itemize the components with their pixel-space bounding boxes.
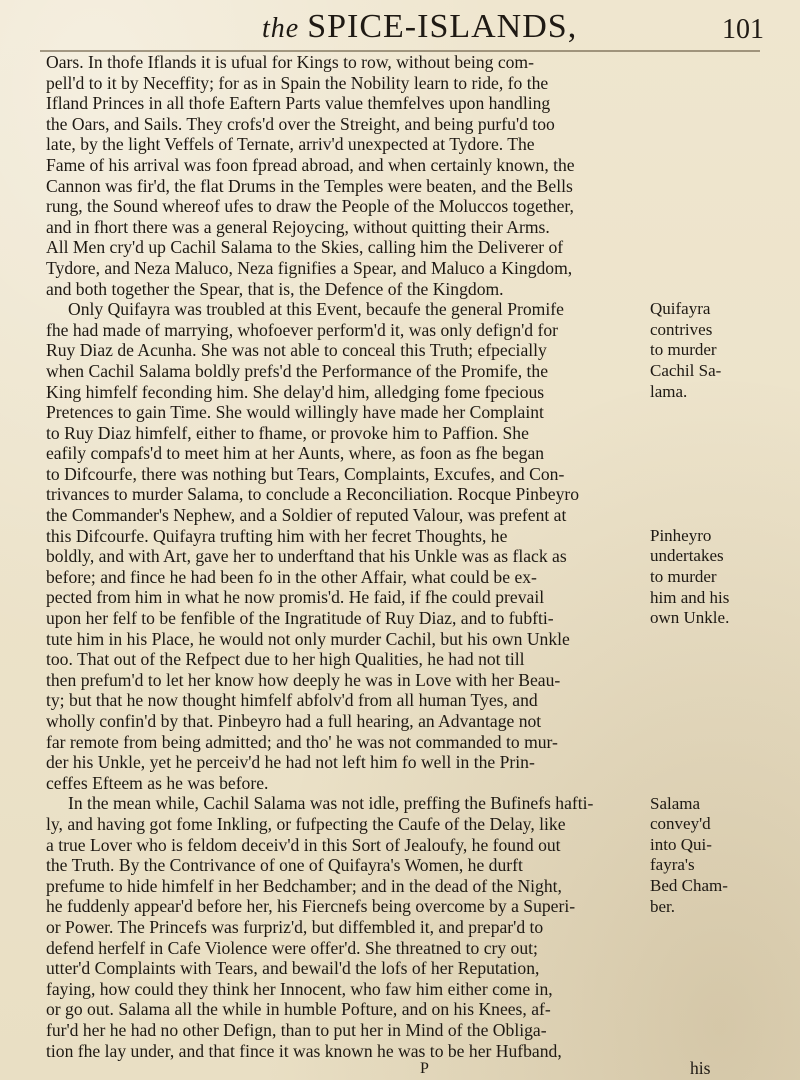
text-line: upon her felf to be fenfible of the Ingratitude of Ruy Diaz, and to fubfti-: [46, 608, 554, 629]
margin-note: Quifayra: [650, 299, 711, 319]
running-title-article: the: [262, 13, 300, 44]
signature-mark: P: [420, 1060, 429, 1077]
text-line: fhe had made of marrying, whofoever perform'd it, was only defign'd for: [46, 319, 558, 340]
text-line: ceffes Efteem as he was before.: [46, 772, 269, 793]
margin-note: him and his: [650, 587, 730, 607]
margin-note: contrives: [650, 319, 713, 339]
margin-note: Salama: [650, 793, 701, 813]
text-line: too. That out of the Refpect due to her high Qualities, he had not till: [46, 649, 525, 670]
text-line: pell'd to it by Neceffity; for as in Spain the Nobility learn to ride, fo the: [46, 72, 549, 93]
text-line: the Commander's Nephew, and a Soldier of reputed Valour, was prefent at: [46, 505, 567, 526]
text-line: then prefum'd to let her know how deeply he was in Love with her Beau-: [46, 669, 561, 690]
text-line: tion fhe lay under, and that fince it was known he was to be her Hufband,: [46, 1040, 562, 1061]
text-line: Ifland Princes in all thofe Eaftern Parts value themfelves upon handling: [46, 93, 551, 114]
margin-note: Pinheyro: [650, 525, 712, 545]
running-title: [262, 8, 577, 46]
text-line: utter'd Complaints with Tears, and bewail'd the lofs of her Reputation,: [46, 958, 540, 979]
text-line: Only Quifayra was troubled at this Event, becaufe the general Promife: [68, 299, 564, 320]
text-line: wholly confin'd by that. Pinbeyro had a full hearing, an Advantage not: [46, 711, 542, 731]
margin-note: lama.: [650, 381, 688, 401]
margin-note: Cachil Sa-: [650, 361, 722, 380]
text-line: a true Lover who is feldom deceiv'd in this Sort of Jealoufy, he found out: [46, 834, 561, 855]
text-line: Tydore, and Neza Maluco, Neza fignifies a Spear, and Maluco a Kingdom,: [46, 257, 573, 278]
text-line: the Truth. By the Contrivance of one of Quifayra's Women, he durft: [46, 855, 523, 876]
text-line: and in fhort there was a general Rejoycing, without quitting their Arms.: [46, 216, 550, 237]
text-line: Cannon was fir'd, the flat Drums in the Temples were beaten, and the Bells: [46, 175, 573, 196]
text-line: and both together the Spear, that is, the Defence of the Kingdom.: [46, 278, 504, 299]
text-line: ly, and having got fome Inkling, or fufpecting the Caufe of the Delay, like: [46, 813, 566, 834]
text-line: pected from him in what he now promis'd. He faid, if fhe could prevail: [46, 587, 545, 608]
text-line: fur'd her he had no other Defign, than to put her in Mind of the Obliga-: [46, 1019, 547, 1040]
margin-note: to murder: [650, 567, 717, 586]
margin-note: undertakes: [650, 546, 724, 566]
text-line: eafily compafs'd to meet him at her Aunts, where, as foon as fhe began: [46, 443, 545, 464]
text-line: ty; but that he now thought himfelf abfolv'd from all human Tyes, and: [46, 690, 538, 711]
text-line: King himfelf feconding him. She delay'd him, alledging fome fpecious: [46, 381, 545, 402]
text-line: tute him in his Place, he would not only murder Cachil, but his own Unkle: [46, 628, 570, 649]
text-line: prefume to hide himfelf in her Bedchamber; and in the dead of the Night,: [46, 875, 562, 896]
text-line: this Difcourfe. Quifayra trufting him with her fecret Thoughts, he: [46, 525, 508, 546]
text-line: far remote from being admitted; and tho' he was not commanded to mur-: [46, 731, 558, 752]
text-line: when Cachil Salama boldly prefs'd the Performance of the Promife, the: [46, 360, 548, 381]
margin-note: into Qui-: [650, 834, 712, 854]
text-line: Pretences to gain Time. She would willingly have made her Complaint: [46, 402, 544, 423]
text-line: In the mean while, Cachil Salama was not idle, preffing the Bufinefs hafti-: [68, 793, 594, 814]
text-line: or go out. Salama all the while in humble Pofture, and on his Knees, af-: [46, 999, 551, 1020]
text-line: faying, how could they think her Innocent, who faw him either come in,: [46, 978, 553, 999]
margin-note: Bed Cham-: [650, 876, 728, 895]
text-line: All Men cry'd up Cachil Salama to the Skies, calling him the Deliverer of: [46, 237, 564, 258]
text-line: or Power. The Princefs was furpriz'd, but diffembled it, and prepar'd to: [46, 916, 544, 937]
text-line: late, by the light Veffels of Ternate, arriv'd unexpected at Tydore. The: [46, 134, 535, 155]
page-number: 101: [722, 14, 764, 45]
running-header: [0, 2, 800, 48]
text-line: Oars. In thofe Iflands it is ufual for Kings to row, without being com-: [46, 52, 534, 72]
margin-note: to murder: [650, 340, 717, 360]
body-text: [46, 52, 646, 1061]
margin-note: own Unkle.: [650, 608, 730, 628]
text-line: Fame of his arrival was foon fpread abroad, and when certainly known, the: [46, 154, 575, 175]
text-line: Ruy Diaz de Acunha. She was not able to conceal this Truth; efpecially: [46, 340, 547, 361]
catchword: his: [690, 1058, 711, 1078]
text-line: before; and fince he had been fo in the other Affair, what could be ex-: [46, 566, 537, 587]
text-line: rung, the Sound whereof ufes to draw the People of the Moluccos together,: [46, 196, 574, 217]
text-line: defend herfelf in Cafe Violence were offer'd. She threatned to cry out;: [46, 937, 538, 958]
text-line: trivances to murder Salama, to conclude a Reconciliation. Rocque Pinbeyro: [46, 484, 580, 505]
text-line: the Oars, and Sails. They crofs'd over the Streight, and being purfu'd too: [46, 113, 555, 134]
margin-note: ber.: [650, 896, 676, 916]
running-title-text: SPICE-ISLANDS,: [307, 8, 578, 45]
margin-note: convey'd: [650, 814, 711, 834]
text-line: to Ruy Diaz himfelf, either to fhame, or provoke him to Paffion. She: [46, 422, 529, 443]
text-line: der his Unkle, yet he perceiv'd he had not left him fo well in the Prin-: [46, 752, 535, 773]
text-line: he fuddenly appear'd before her, his Fiercnefs being overcome by a Superi-: [46, 896, 576, 917]
text-line: to Difcourfe, there was nothing but Tears, Complaints, Excufes, and Con-: [46, 463, 565, 484]
text-line: boldly, and with Art, gave her to underftand that his Unkle was as flack as: [46, 546, 567, 567]
margin-note: fayra's: [650, 855, 695, 875]
